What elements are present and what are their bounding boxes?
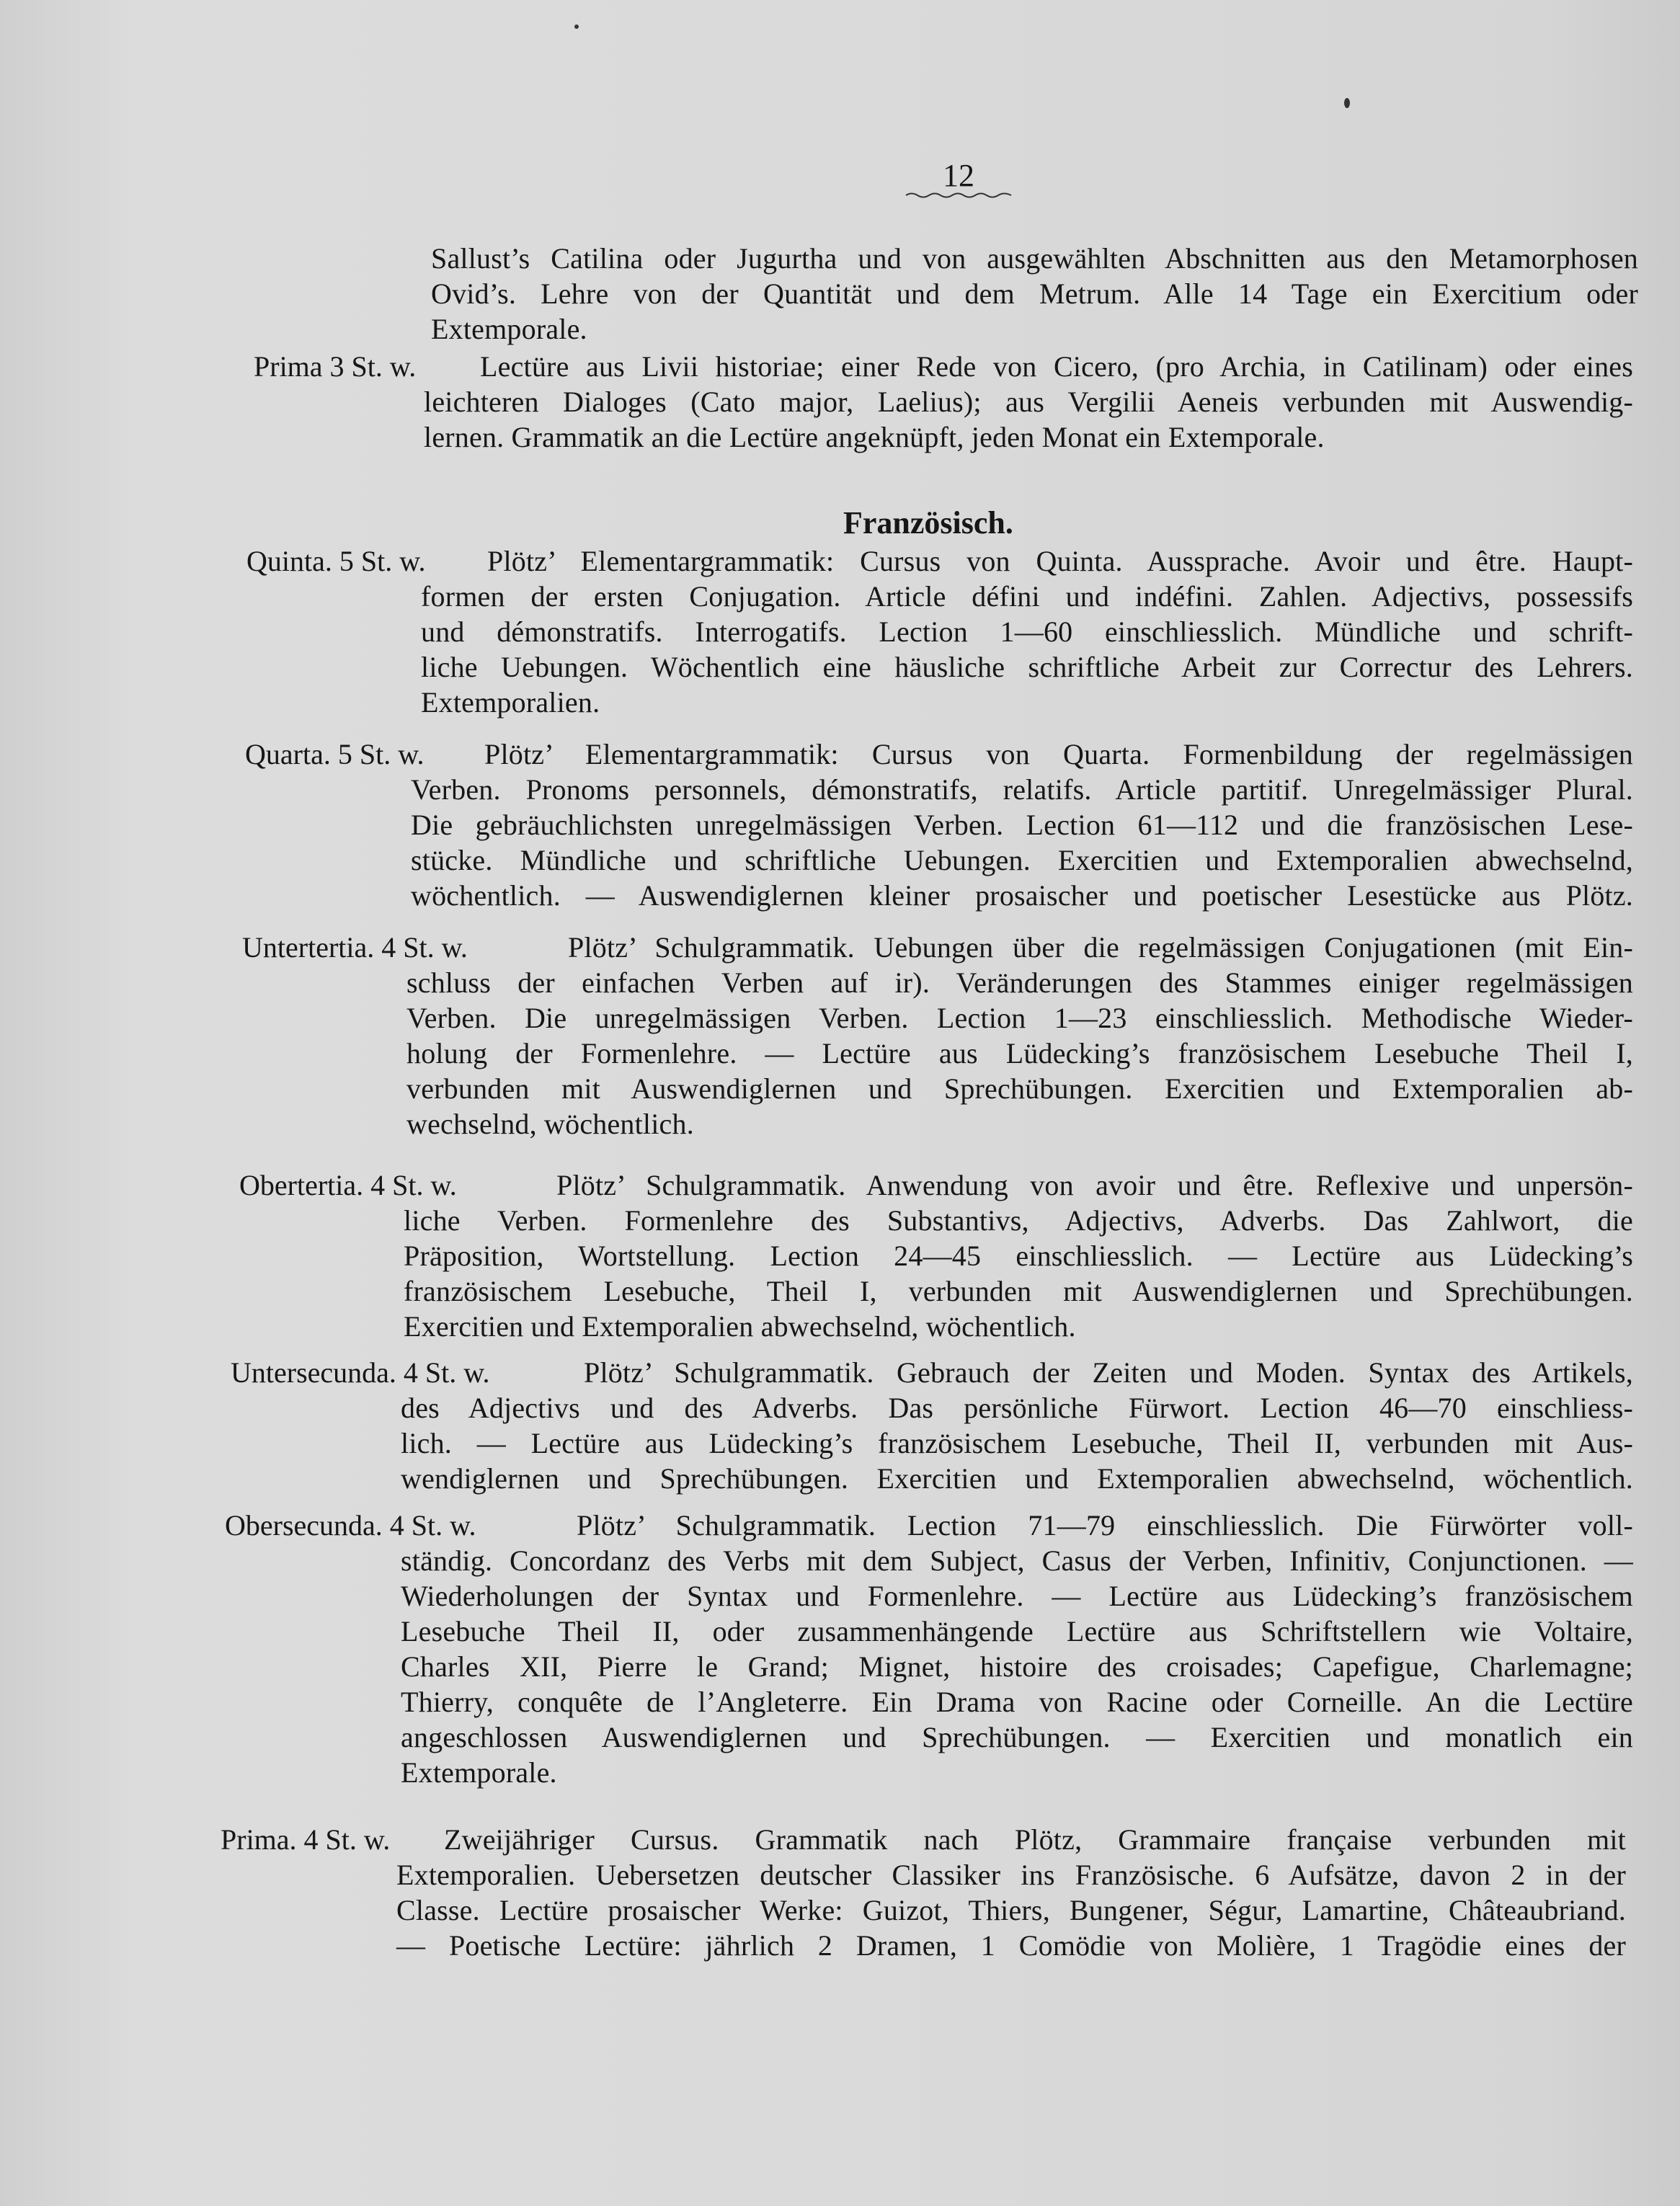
entry-line: Plötz’ Schulgrammatik. Uebungen über die regelmässigen Conjugationen (mit Ein-: [568, 931, 1633, 964]
entry-line: Extemporalien. Uebersetzen deutscher Classiker ins Französische. 6 Aufsätze, davon 2 in der: [396, 1859, 1626, 1891]
entry-line: wöchentlich. — Auswendiglernen kleiner prosaischer und poetischer Lesestücke aus Plötz.: [411, 879, 1633, 912]
entry-line: wechselnd, wöchentlich.: [406, 1108, 694, 1140]
entry-line: Plötz’ Schulgrammatik. Lection 71—79 einschliesslich. Die Fürwörter voll-: [577, 1509, 1633, 1542]
entry-line: liche Verben. Formenlehre des Substantivs, Adjectivs, Adverbs. Das Zahlwort, die: [404, 1204, 1633, 1237]
entry-first-line: [584, 1355, 1633, 1390]
entry-line: Plötz’ Elementargrammatik: Cursus von Quinta. Aussprache. Avoir und être. Haupt-: [487, 545, 1633, 577]
entry-line: Exercitien und Extemporalien abwechselnd, wöchentlich.: [404, 1310, 1076, 1343]
entry-body-continued: [424, 384, 1633, 455]
entry-body: [480, 349, 1633, 384]
entry-line: Wiederholungen der Syntax und Formenlehre. — Lectüre aus Lüdecking’s französischem: [401, 1580, 1633, 1612]
intro-line: Extemporale.: [431, 313, 587, 345]
entry-body: [406, 965, 1633, 1142]
entry-label: Quinta. 5 St. w.: [246, 545, 426, 577]
entry-body: [401, 1390, 1633, 1496]
entry-line: Charles XII, Pierre le Grand; Mignet, histoire des croisades; Capefigue, Charlemagne;: [401, 1650, 1633, 1683]
entry-label: Prima. 4 St. w.: [221, 1823, 391, 1856]
intro-line: Sallust’s Catilina oder Jugurtha und von ausgewählten Abschnitten aus den Metamorphosen: [431, 242, 1638, 275]
entry-line: Lectüre aus Livii historiae; einer Rede von Cicero, (pro Archia, in Catilinam) oder eines: [480, 350, 1633, 383]
entry-first-line: [568, 930, 1633, 965]
entry-line: lich. — Lectüre aus Lüdecking’s französischem Lesebuche, Theil II, verbunden mit Aus-: [401, 1427, 1633, 1459]
entry-line: französischem Lesebuche, Theil I, verbunden mit Auswendiglernen und Sprechübungen.: [404, 1275, 1633, 1307]
entry-line: Plötz’ Elementargrammatik: Cursus von Quarta. Formenbildung der regelmässigen: [484, 738, 1633, 770]
entry-first-line: [444, 1822, 1626, 1857]
entry-line: verbunden mit Auswendiglernen und Sprechübungen. Exercitien und Extemporalien ab-: [406, 1072, 1633, 1105]
entry-line: Plötz’ Schulgrammatik. Anwendung von avoir und être. Reflexive und unpersön-: [556, 1169, 1633, 1201]
entry-line: Thierry, conquête de l’Angleterre. Ein Drama von Racine oder Corneille. An die Lectüre: [401, 1686, 1633, 1718]
entry-line: angeschlossen Auswendiglernen und Sprechübungen. — Exercitien und monatlich ein: [401, 1721, 1633, 1753]
entry-line: Plötz’ Schulgrammatik. Gebrauch der Zeiten und Moden. Syntax des Artikels,: [584, 1356, 1633, 1389]
entry-line: stücke. Mündliche und schriftliche Uebungen. Exercitien und Extemporalien abwechselnd,: [411, 844, 1633, 876]
entry-line: Lesebuche Theil II, oder zusammenhängende Lectüre aus Schriftstellern wie Voltaire,: [401, 1615, 1633, 1647]
section-heading: Französisch.: [843, 505, 1013, 541]
entry-line: wendiglernen und Sprechübungen. Exercitien und Extemporalien abwechselnd, wöchentlich.: [401, 1462, 1633, 1495]
entry-body: [404, 1203, 1633, 1344]
page-number-text: 12: [943, 158, 974, 193]
entry-line: Extemporalien.: [421, 686, 600, 719]
intro-paragraph: [431, 241, 1638, 347]
entry-line: holung der Formenlehre. — Lectüre aus Lüdecking’s französischem Lesebuche Theil I,: [406, 1037, 1633, 1069]
entry-line: Präposition, Wortstellung. Lection 24—45 einschliesslich. — Lectüre aus Lüdecking’s: [404, 1240, 1633, 1272]
entry-line: Zweijähriger Cursus. Grammatik nach Plötz, Grammaire française verbunden mit: [444, 1823, 1626, 1856]
page-number: [901, 157, 1016, 200]
entry-label: Quarta. 5 St. w.: [245, 738, 425, 770]
entry-label: Obertertia. 4 St. w.: [239, 1169, 457, 1201]
scan-speck: [574, 25, 579, 29]
entry-line: Verben. Pronoms personnels, démonstratifs, relatifs. Article partitif. Unregelmässiger Plural.: [411, 773, 1633, 806]
entry-body: [411, 772, 1633, 913]
entry-first-line: [484, 737, 1633, 772]
entry-line: formen der ersten Conjugation. Article défini und indéfini. Zahlen. Adjectivs, possessifs: [421, 580, 1633, 613]
entry-line: schluss der einfachen Verben auf ir). Veränderungen des Stammes einiger regelmässigen: [406, 966, 1633, 999]
entry-first-line: [556, 1168, 1633, 1203]
entry-line: lernen. Grammatik an die Lectüre angeknüpft, jeden Monat ein Extemporale.: [424, 421, 1325, 453]
entry-label: Obersecunda. 4 St. w.: [225, 1509, 476, 1542]
entry-line: leichteren Dialoges (Cato major, Laelius); aus Vergilii Aeneis verbunden mit Auswendig-: [424, 386, 1633, 418]
entry-body: [396, 1857, 1626, 1963]
intro-line: Ovid’s. Lehre von der Quantität und dem Metrum. Alle 14 Tage ein Exercitium oder: [431, 277, 1638, 310]
entry-label: Prima 3 St. w.: [254, 350, 417, 383]
entry-line: Extemporale.: [401, 1756, 557, 1789]
entry-first-line: [487, 543, 1633, 579]
entry-body: [401, 1543, 1633, 1790]
entry-first-line: [577, 1508, 1633, 1543]
entry-line: Classe. Lectüre prosaischer Werke: Guizot, Thiers, Bungener, Ségur, Lamartine, Châteaubriand.: [396, 1894, 1626, 1926]
entry-label: Untersecunda. 4 St. w.: [231, 1356, 490, 1389]
entry-line: Die gebräuchlichsten unregelmässigen Verben. Lection 61—112 und die französischen Lese-: [411, 809, 1633, 841]
entry-line: des Adjectivs und des Adverbs. Das persönliche Fürwort. Lection 46—70 einschliess-: [401, 1392, 1633, 1424]
entry-line: und démonstratifs. Interrogatifs. Lection 1—60 einschliesslich. Mündliche und schrift-: [421, 615, 1633, 648]
scan-speck: [1344, 98, 1350, 108]
entry-line: ständig. Concordanz des Verbs mit dem Subject, Casus der Verben, Infinitiv, Conjunctionen. —: [401, 1544, 1633, 1577]
entry-line: Verben. Die unregelmässigen Verben. Lection 1—23 einschliesslich. Methodische Wieder-: [406, 1002, 1633, 1034]
entry-line: — Poetische Lectüre: jährlich 2 Dramen, 1 Comödie von Molière, 1 Tragödie eines der: [396, 1929, 1626, 1962]
entry-label: Untertertia. 4 St. w.: [242, 931, 468, 964]
entry-body: [421, 579, 1633, 720]
entry-line: liche Uebungen. Wöchentlich eine häusliche schriftliche Arbeit zur Correctur des Lehrers.: [421, 651, 1633, 683]
